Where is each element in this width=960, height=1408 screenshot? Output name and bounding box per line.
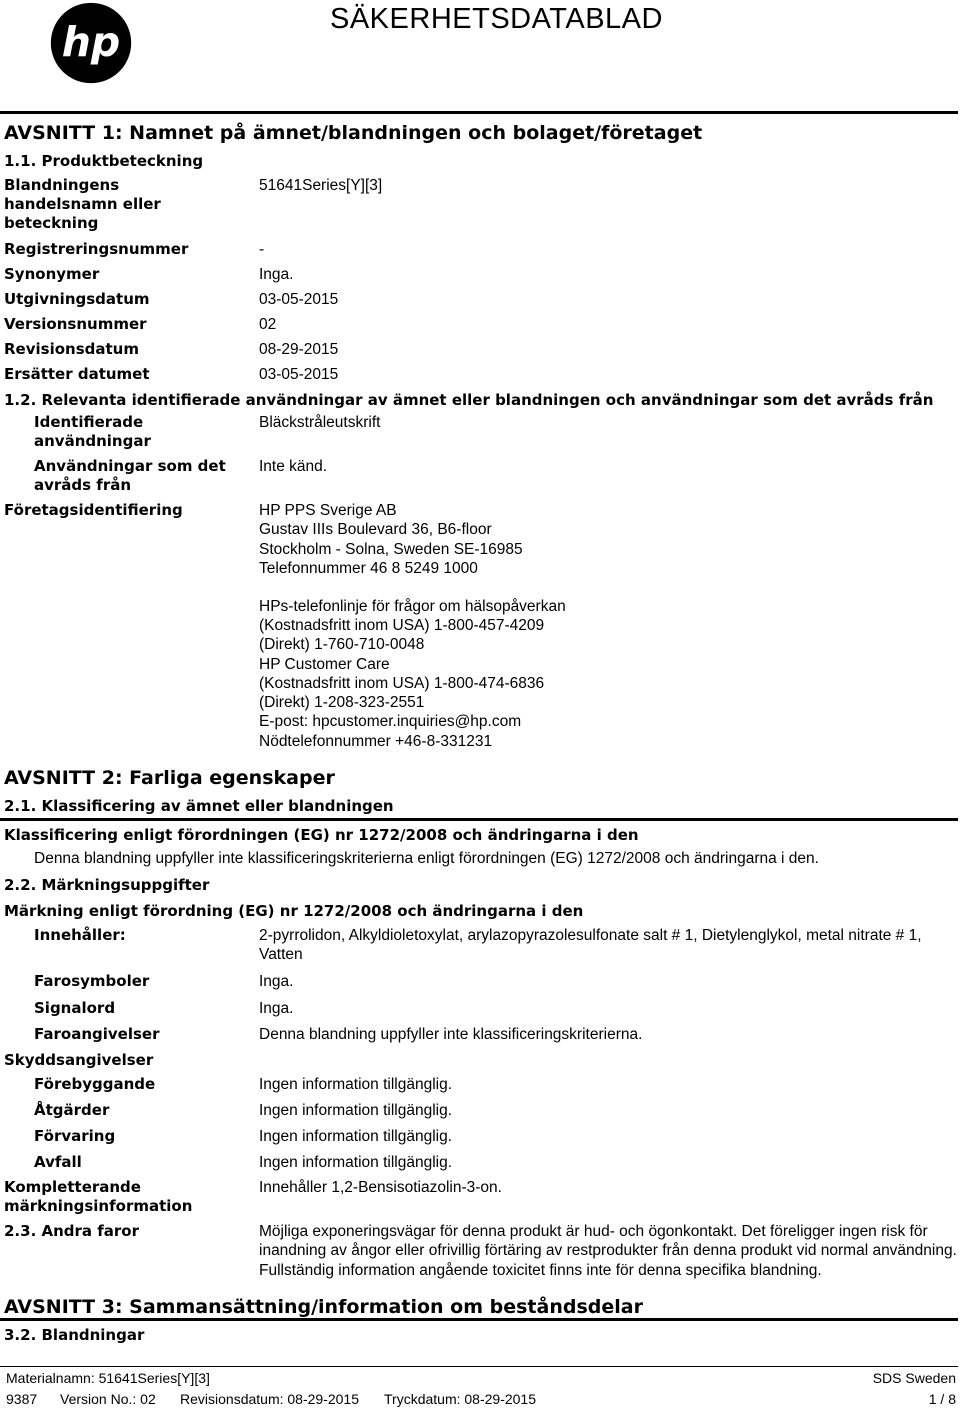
subsection-3-2-heading: 3.2. Blandningar [4, 1326, 145, 1344]
document-title: SÄKERHETSDATABLAD [330, 3, 663, 35]
synonyms-label: Synonymer [4, 265, 100, 283]
company-identification-label: Företagsidentifiering [4, 501, 183, 519]
footer-sds-region: SDS Sweden [872, 1370, 956, 1386]
signal-word-label: Signalord [34, 999, 116, 1017]
other-hazards-label: 2.3. Andra faror [4, 1222, 140, 1240]
version-number-value: 02 [259, 316, 277, 333]
hazard-statements-value: Denna blandning uppfyller inte klassificeringskriterierna. [259, 1026, 643, 1043]
contains-label: Innehåller: [34, 926, 126, 944]
hazard-pictograms-label: Farosymboler [34, 972, 150, 990]
contact-line: HPs-telefonlinje för frågor om hälsopåverkan [259, 598, 566, 615]
contact-line: (Direkt) 1-760-710-0048 [259, 636, 425, 653]
issue-date-label: Utgivningsdatum [4, 290, 150, 308]
supplemental-label-info-label: Kompletterande märkningsinformation [4, 1178, 193, 1215]
response-value: Ingen information tillgänglig. [259, 1102, 453, 1119]
response-label: Åtgärder [34, 1101, 110, 1119]
identified-uses-value: Bläckstråleutskrift [259, 414, 381, 431]
registration-number-value: - [259, 241, 265, 258]
trade-name-value: 51641Series[Y][3] [259, 177, 383, 194]
section-2-heading: AVSNITT 2: Farliga egenskaper [4, 767, 335, 789]
contact-line: HP Customer Care [259, 656, 390, 673]
classification-text: Denna blandning uppfyller inte klassificeringskriterierna enligt förordningen (EG) 1272/2008 och ändringarna i den. [34, 850, 819, 867]
section-3-heading: AVSNITT 3: Sammansättning/information om beståndsdelar [4, 1296, 643, 1318]
subsection-1-2-heading: 1.2. Relevanta identifierade användningar av ämnet eller blandningen och användningar som det avråds från [4, 391, 934, 409]
footer-page-number: 1 / 8 [928, 1391, 956, 1407]
revision-date-value: 08-29-2015 [259, 341, 339, 358]
disposal-value: Ingen information tillgänglig. [259, 1154, 453, 1171]
storage-value: Ingen information tillgänglig. [259, 1128, 453, 1145]
contains-value: 2-pyrrolidon, Alkyldioletoxylat, arylazopyrazolesulfonate salt # 1, Dietylenglykol, metal nitrate # 1, Vatten [259, 927, 922, 964]
registration-number-label: Registreringsnummer [4, 240, 189, 258]
footer-version: Version No.: 02 [60, 1391, 156, 1407]
signal-word-value: Inga. [259, 1000, 294, 1017]
uses-advised-against-label: Användningar som det avråds från [34, 457, 226, 494]
section-1-heading: AVSNITT 1: Namnet på ämnet/blandningen och bolaget/företaget [4, 122, 703, 144]
subsection-2-2-heading: 2.2. Märkningsuppgifter [4, 876, 210, 894]
precautionary-statements-heading: Skyddsangivelser [4, 1051, 154, 1069]
contact-line: (Kostnadsfritt inom USA) 1-800-474-6836 [259, 675, 545, 692]
disposal-label: Avfall [34, 1153, 82, 1171]
company-line: Gustav IIIs Boulevard 36, B6-floor [259, 521, 492, 538]
footer-revision-date: Revisionsdatum: 08-29-2015 [180, 1391, 359, 1407]
supplemental-label-info-value: Innehåller 1,2-Bensisotiazolin-3-on. [259, 1179, 502, 1196]
trade-name-label: Blandningens handelsnamn eller beteckning [4, 176, 161, 232]
company-line: HP PPS Sverige AB [259, 502, 397, 519]
section-3-divider [0, 1318, 958, 1321]
revision-date-label: Revisionsdatum [4, 340, 139, 358]
uses-advised-against-value: Inte känd. [259, 458, 328, 475]
subsection-1-1-heading: 1.1. Produktbeteckning [4, 152, 204, 170]
contact-line: (Kostnadsfritt inom USA) 1-800-457-4209 [259, 617, 545, 634]
company-line: Telefonnummer 46 8 5249 1000 [259, 560, 478, 577]
footer-material-name: Materialnamn: 51641Series[Y][3] [6, 1370, 210, 1386]
hp-logo-text: hp [61, 18, 121, 67]
header-divider [0, 111, 958, 114]
contact-email: E-post: hpcustomer.inquiries@hp.com [259, 713, 522, 730]
storage-label: Förvaring [34, 1127, 116, 1145]
subsection-2-1-heading: 2.1. Klassificering av ämnet eller blandningen [4, 797, 394, 815]
synonyms-value: Inga. [259, 266, 294, 283]
hazard-statements-label: Faroangivelser [34, 1025, 160, 1043]
issue-date-value: 03-05-2015 [259, 291, 339, 308]
section-2-divider [0, 818, 958, 821]
version-number-label: Versionsnummer [4, 315, 147, 333]
emergency-phone: Nödtelefonnummer +46-8-331231 [259, 733, 493, 750]
contact-line: (Direkt) 1-208-323-2551 [259, 694, 425, 711]
labelling-heading: Märkning enligt förordning (EG) nr 1272/2008 och ändringarna i den [4, 902, 584, 920]
footer-divider [0, 1366, 958, 1367]
supersedes-date-value: 03-05-2015 [259, 366, 339, 383]
identified-uses-label: Identifierade användningar [34, 413, 151, 450]
footer-doc-code: 9387 [6, 1391, 38, 1407]
hp-logo [50, 2, 132, 84]
company-line: Stockholm - Solna, Sweden SE-16985 [259, 541, 523, 558]
footer-print-date: Tryckdatum: 08-29-2015 [384, 1391, 536, 1407]
classification-heading: Klassificering enligt förordningen (EG) nr 1272/2008 och ändringarna i den [4, 826, 639, 844]
supersedes-date-label: Ersätter datumet [4, 365, 150, 383]
prevention-label: Förebyggande [34, 1075, 156, 1093]
other-hazards-value: Möjliga exponeringsvägar för denna produkt är hud- och ögonkontakt. Det föreligger ingen risk för inandning av ångor eller ofrivillig förtäring av restprodukter från denna produkt vid normal användning. Fullständig information angående toxicitet finns inte för denna specifika blandning. [259, 1223, 957, 1279]
hazard-pictograms-value: Inga. [259, 973, 294, 990]
prevention-value: Ingen information tillgänglig. [259, 1076, 453, 1093]
